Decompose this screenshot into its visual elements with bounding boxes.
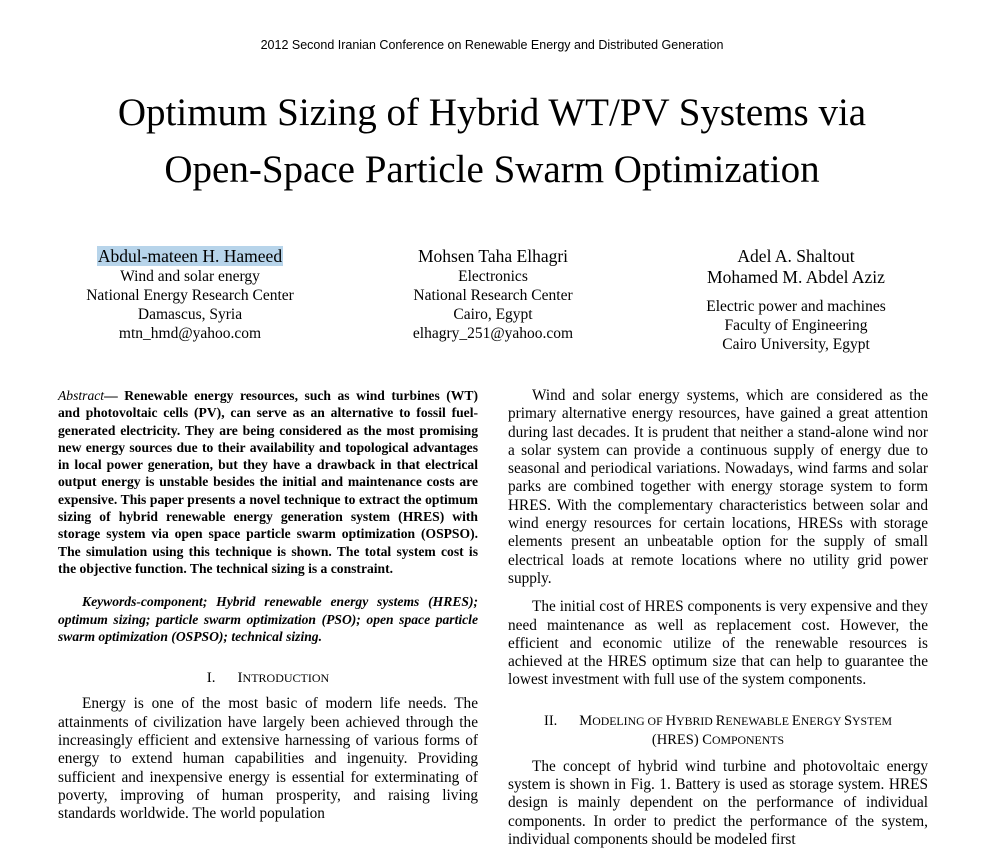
author-dept: Electronics [458,268,528,285]
author-name-selected[interactable]: Abdul-mateen H. Hameed [97,246,283,266]
body-paragraph: The concept of hybrid wind turbine and photovoltaic energy system is shown in Fig. 1. Battery is used as storage system. HRES design is mainly dependent on the performance of individual components. In order to predict the performance of the system, individual components should be modeled first [508,757,928,848]
section-heading-introduction: I. INTRODUCTION [206,670,330,687]
abstract-text: Renewable energy resources, such as wind turbines (WT) and photovoltaic cells (PV), can serve as an alternative to fossil fuel-generated electricity. They are being considered as the most promising new energy sources due to their availability and topological advantages in local power generation, but they have a drawback in that electrical output energy is unstable besides the initial and maintenance costs are expensive. This paper presents a novel technique to extract the optimum sizing of hybrid renewable energy generation system (HRES) with storage system via open space particle swarm optimization (OSPSO). The simulation using this technique is shown. The total system cost is the objective function. The technical sizing is a constraint. [58,388,478,576]
author-block-2 [373,246,613,343]
title-line-2: Open-Space Particle Swarm Optimization [164,148,820,191]
abstract: Abstract— Renewable energy resources, such as wind turbines (WT) and photovoltaic cells (PV), can serve as an alternative to fossil fuel-generated electricity. They are being considered as the most promising new energy sources due to their availability and topological advantages in local power generation, but they have a drawback in that electrical output energy is unstable besides the initial and maintenance costs are expensive. This paper presents a novel technique to extract the optimum sizing of hybrid renewable energy generation system (HRES) with storage system via open space particle swarm optimization (OSPSO). The simulation using this technique is shown. The total system cost is the objective function. The technical sizing is a constraint. [58,388,478,576]
author-block-1 [60,246,320,343]
author-org: National Research Center [413,287,573,304]
author-location: Cairo, Egypt [453,306,533,323]
author-location: Cairo University, Egypt [722,336,870,353]
right-column [508,387,928,859]
author-name: Mohamed M. Abdel Aziz [707,267,885,287]
section-heading-modeling: II. MODELING OF HYBRID RENEWABLE ENERGY SYSTEM (HRES) COMPONENTS [543,712,892,748]
title-line-1: Optimum Sizing of Hybrid WT/PV Systems via [117,91,867,134]
paper-title [0,84,984,198]
intro-paragraph: Energy is one of the most basic of modern life needs. The attainments of civilization have largely been achieved through the increasingly efficient and extensive harnessing of various forms of energy to extend human capabilities and ingenuity. Providing sufficient and inexpensive energy is essential for exterminating of poverty, improving of human prosperity, and raising living standards worldwide. The world population [58,695,478,823]
author-name: Adel A. Shaltout [737,246,855,266]
author-org: Faculty of Engineering [724,317,868,334]
body-paragraph: Wind and solar energy systems, which are considered as the primary alternative energy resources, have gained a great attention during last decades. It is prudent that neither a stand-alone wind nor a solar system can provide a continuous supply of energy due to seasonal and periodical variations. Nowadays, wind farms and solar parks are combined together with energy storage system to form HRES. With the complementary characteristics between solar and wind energy resources for certain locations, HRESs with storage elements present an unbeatable option for the supply of small electrical loads at remote locations where no utility grid power supply. [508,387,928,587]
left-column [58,387,478,834]
author-org: National Energy Research Center [86,287,294,304]
author-dept: Electric power and machines [706,298,886,315]
author-block-3 [666,246,926,354]
body-paragraph: The initial cost of HRES components is very expensive and they need maintenance as well as replacement cost. However, the efficient and economic utilize of the renewable resources is achieved at the HRES optimum size that can help to guarantee the lowest investment with full use of the system components. [508,598,928,689]
author-name: Mohsen Taha Elhagri [417,246,569,266]
author-email: elhagry_251@yahoo.com [412,325,574,342]
author-email: mtn_hmd@yahoo.com [118,325,262,342]
abstract-label: Abstract [58,388,105,403]
conference-header: 2012 Second Iranian Conference on Renewable Energy and Distributed Generation [260,38,724,52]
author-location: Damascus, Syria [137,306,243,323]
keywords: Keywords-component; Hybrid renewable energy systems (HRES); optimum sizing; particle swarm optimization (PSO); open space particle swarm optimization (OSPSO); technical sizing. [58,594,478,644]
author-dept: Wind and solar energy [120,268,260,285]
